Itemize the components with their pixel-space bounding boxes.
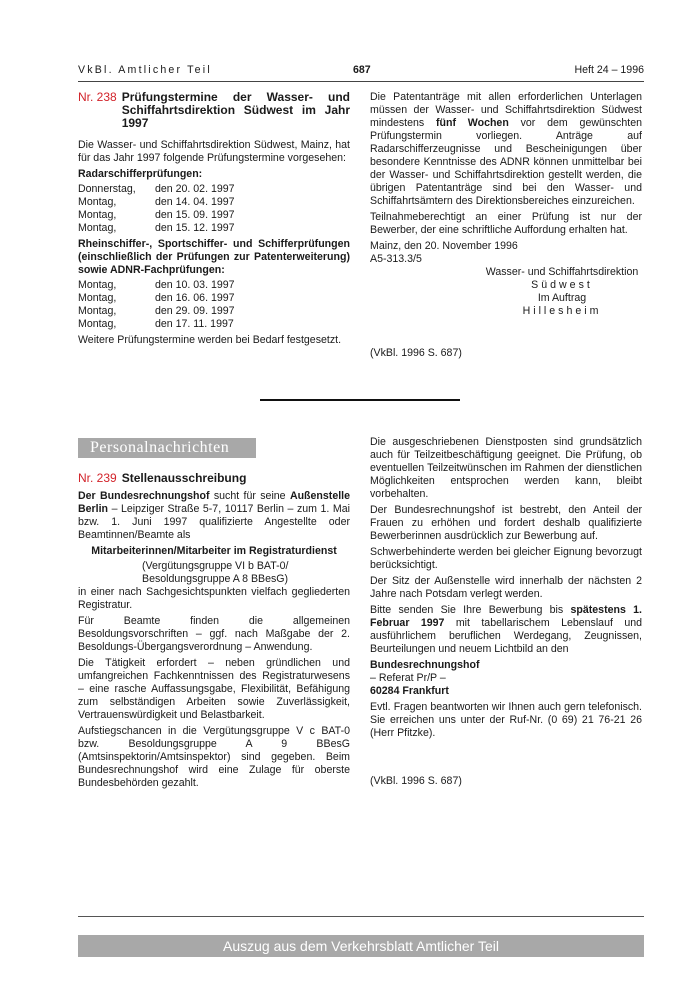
place-date: Mainz, den 20. November 1996 [370,240,518,252]
salary-rules-paragraph: Für Beamte finden die allgemeinen Besoldungsvorschriften – ggf. nach Maßgabe der 2. Besoldungs-Übergangsverordnung – Anwendung. [78,615,350,653]
date-row: Montag, den 15. 12. 1997 [78,222,235,234]
eligibility-paragraph: Teilnahmeberechtigt an einer Prüfung ist nur der Bewerber, der eine schriftliche Auffordung erhalten hat. [370,211,642,236]
women-paragraph: Der Bundesrechnungshof ist bestrebt, den Anteil der Frauen zu erhöhen und fordert deshalb qualifizierte Bewerberinnen ausdrücklich zur Bewerbung auf. [370,504,642,542]
article-239-heading [78,472,350,485]
job-intro: Der Bundesrechnungshof sucht für seine Außenstelle Berlin – Leipziger Straße 5-7, 10117 Berlin – zum 1. Mai bzw. 1. Juni 1997 qualifizierte Angestellte oder Beamtinnen/Beamte als [78,490,350,541]
further-dates-note: Weitere Prüfungstermine werden bei Bedarf festgesetzt. [78,334,342,346]
issue-label: Heft 24 – 1996 [574,64,644,76]
patent-paragraph: Die Patentanträge mit allen erforderlichen Unterlagen müssen der Wasser- und Schiffahrtsdirektion Südwest mindestens fünf Wochen vor dem gewünschten Prüfungstermin vorliegen. Anträge auf Radarschifferzeugnisse und Bescheinigungen über besondere Kenntnisse des ADNR können unmittelbar bei der Wasser- und Schiffahrtsdirektion gestellt werden, die übrigen Patentanträge sind bei den Wasser- und Schiffahrtsämtern des Direktionsbereiches einzureichen. [370,91,642,207]
registry-paragraph: in einer nach Sachgesichtspunkten vielfach gegliederten Registratur. [78,586,350,611]
citation-238: (VkBl. 1996 S. 687) [370,347,462,359]
footer-banner: Auszug aus dem Verkehrsblatt Amtlicher Teil [78,935,644,957]
radar-heading: Radarschifferprüfungen: [78,168,203,180]
date-row: Montag, den 17. 11. 1997 [78,318,234,330]
application-paragraph: Bitte senden Sie Ihre Bewerbung bis spätestens 1. Februar 1997 mit tabellarischem Lebenslauf und ausführlichem beruflichen Werdegang, Zeugnissen, Beurteilungen und neuem Lichtbild an den [370,604,642,655]
article-239-right [370,436,642,743]
footer-rule [78,916,644,917]
article-238-left [78,91,350,350]
date-row: Montag, den 14. 04. 1997 [78,196,235,208]
disabled-paragraph: Schwerbehinderte werden bei gleicher Eignung bevorzugt berücksichtigt. [370,546,642,571]
date-row: Montag, den 16. 06. 1997 [78,292,235,304]
requirements-paragraph: Die Tätigkeit erfordert – neben gründlichen und umfangreichen Fachkenntnissen des Registraturwesens – eine rasche Auffassungsgabe, Flexibilität, Befähigung zum selbständigen Arbeiten sowie Zuverlässigkeit, Vertrauenswürdigkeit und Belastbarkeit. [78,657,350,721]
article-238-right [370,91,642,318]
article-title: Stellenausschreibung [121,471,247,485]
rhein-dates [78,279,350,331]
page-number: 687 [353,64,371,76]
date-row: Donnerstag, den 20. 02. 1997 [78,183,235,195]
article-239-left [78,472,350,793]
article-title: Prüfungstermine der Wasser- und Schiffahrtsdirektion Südwest im Jahr 1997 [121,90,350,130]
date-row: Montag, den 10. 03. 1997 [78,279,235,291]
article-number: Nr. 239 [78,471,117,485]
pay-grade: (Vergütungsgruppe VI b BAT-0/ Besoldungsgruppe A 8 BBesG) [142,560,289,585]
page-header [78,64,644,78]
article-238-heading [78,91,350,130]
journal-name: VkBl. Amtlicher Teil [78,64,212,76]
signature-block: Wasser- und Schiffahrtsdirektion Südwest Im Auftrag Hillesheim [485,266,639,317]
parttime-paragraph: Die ausgeschriebenen Dienstposten sind grundsätzlich auch für Teilzeitbeschäftigung geeignet. Die Prüfung, ob eventuellen Teilzeitwünschen im Rahmen der dienstlichen Möglichkeiten entsprochen werden kann, bleibt vorbehalten. [370,436,642,500]
rhein-heading: Rheinschiffer-, Sportschiffer- und Schifferprüfungen (einschließlich der Prüfungen zur Patenterweiterung) sowie ADNR-Fachprüfungen: [78,238,350,276]
citation-239: (VkBl. 1996 S. 687) [370,775,462,787]
article-number: Nr. 238 [78,90,117,104]
radar-dates [78,183,350,235]
intro-paragraph: Die Wasser- und Schiffahrtsdirektion Südwest, Mainz, hat für das Jahr 1997 folgende Prüfungstermine vorgesehen: [78,139,350,164]
relocation-paragraph: Der Sitz der Außenstelle wird innerhalb der nächsten 2 Jahre nach Potsdam verlegt werden. [370,575,642,600]
section-divider [260,399,460,401]
header-rule [78,81,644,82]
address-block: Bundesrechnungshof – Referat Pr/P – 60284 Frankfurt [370,659,480,697]
position-title: Mitarbeiterinnen/Mitarbeiter im Registraturdienst [91,545,337,557]
section-title: Personalnachrichten [78,438,256,458]
promotion-paragraph: Aufstiegschancen in die Vergütungsgruppe V c BAT-0 bzw. Besoldungsgruppe A 9 BBesG (Amtsinspektorin/Amtsinspektor) sind gegeben. Beim Bundesrechnungshof wird eine Zulage für oberste Bundesbehörden gezahlt. [78,725,350,789]
date-row: Montag, den 15. 09. 1997 [78,209,235,221]
date-row: Montag, den 29. 09. 1997 [78,305,235,317]
reference-code: A5-313.3/5 [370,253,422,265]
contact-paragraph: Evtl. Fragen beantworten wir Ihnen auch gern telefonisch. Sie erreichen uns unter der Ruf-Nr. (0 69) 21 76-21 26 (Herr Pfitzke). [370,701,642,739]
